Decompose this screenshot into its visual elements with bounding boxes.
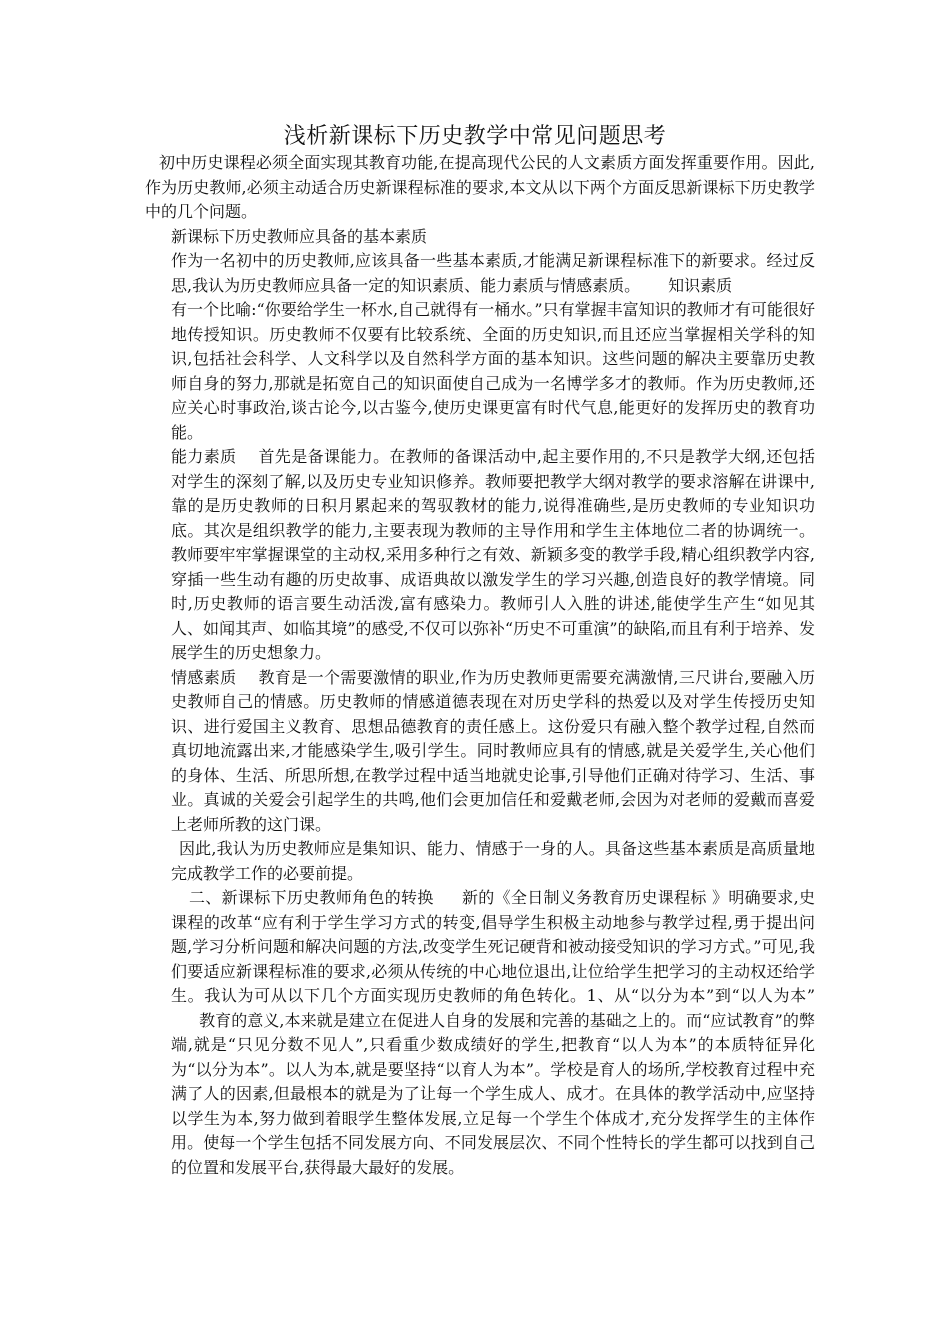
emotion-label: 情感素质 — [171, 667, 237, 687]
section2-heading: 二、新课标下历史教师角色的转换 — [189, 888, 434, 907]
intro-paragraph: 初中历史课程必须全面实现其教育功能,在提高现代公民的人文素质方面发挥重要作用。因此,作为历史教师,必须主动适合历史新课程标准的要求,本文从以下两个方面反思新课标下历史教学中的几个问题。 — [145, 153, 815, 221]
ability-text: 首先是备课能力。在教师的备课活动中,起主要作用的,不只是教学大纲,还包括对学生的深刻了解,以及历史专业知识修养。教师要把教学大纲对教学的要求溶解在讲课中,靠的是历史教师的日积月累起来的驾驭教材的能力,说得准确些,是历史教师的专业知识功底。其次是组织教学的能力,主要表现为教师的主导作用和学生主体地位二者的协调统一。教师要牢牢掌握课堂的主动权,采用多种行之有效、新颖多变的教学手段,精心组织教学内容,穿插一些生动有趣的历史故事、成语典故以激发学生的学习兴趣,创造良好的教学情境。同时,历史教师的语言要生动活泼,富有感染力。教师引人入胜的讲述,能使学生产生“如见其人、如闻其声、如临其境”的感受,不仅可以弥补“历史不可重演”的缺陷,而且有利于培养、发展学生的历史想象力。 — [171, 447, 815, 662]
section2-paragraph — [145, 886, 815, 1180]
section1-paragraph — [145, 249, 815, 298]
ability-label: 能力素质 — [171, 447, 237, 466]
knowledge-paragraph: 有一个比喻:“你要给学生一杯水,自己就得有一桶水。”只有掌握丰富知识的教师才有可能很好地传授知识。历史教师不仅要有比较系统、全面的历史知识,而且还应当掌握相关学科的知识,包括社会科学、人文科学以及自然科学方面的基本知识。这些问题的解决主要靠历史教师自身的努力,那就是拓宽自己的知识面使自己成为一名博学多才的教师。作为历史教师,还应关心时事政治,谈古论今,以古鉴今,使历史课更富有时代气息,能更好的发挥历史的教育功能。 — [171, 300, 815, 442]
section1-heading: 新课标下历史教师应具备的基本素质 — [171, 226, 428, 246]
emotion-paragraph — [145, 666, 815, 838]
document-body — [145, 151, 815, 1180]
document-title: 浅析新课标下历史教学中常见问题思考 — [283, 124, 667, 149]
ability-paragraph — [145, 445, 815, 666]
emotion-text: 教育是一个需要激情的职业,作为历史教师更需要充满激情,三尺讲台,要融入历史教师自己的情感。历史教师的情感道德表现在对历史学科的热爱以及对学生传授历史知识、进行爱国主义教育、思想品德教育的责任感上。这份爱只有融入整个教学过程,自然而真切地流露出来,才能感染学生,吸引学生。同时教师应具有的情感,就是关爱学生,关心他们的身体、生活、所思所想,在教学过程中适当地就史论事,引导他们正确对待学习、生活、事业。真诚的关爱会引起学生的共鸣,他们会更加信任和爱戴老师,会因为对老师的爱戴而喜爱上老师所教的这门课。 — [171, 667, 815, 834]
knowledge-label: 知识素质 — [668, 275, 733, 295]
section2-text-b: 教育的意义,本来就是建立在促进人自身的发展和完善的基础之上的。而“应试教育”的弊端,就是“只见分数不见人”,只看重少数成绩好的学生,把教育“以人为本”的本质特征异化为“以分为本”。以人为本,就是要坚持“以育人为本”。学校是育人的场所,学校教育过程中充满了人的因素,但最根本的就是为了让每一个学生成人、成才。在具体的教学活动中,应坚持以学生为本,努力做到着眼学生整体发展,立足每一个学生个体成才,充分发挥学生的主体作用。使每一个学生包括不同发展方向、不同发展层次、不同个性特长的学生都可以找到自己的位置和发展平台,获得最大最好的发展。 — [171, 1010, 815, 1177]
section1-text: 作为一名初中的历史教师,应该具备一些基本素质,才能满足新课程标准下的新要求。经过反思,我认为历史教师应具备一定的知识素质、能力素质与情感素质。 — [171, 251, 815, 295]
summary-paragraph: 因此,我认为历史教师应是集知识、能力、情感于一身的人。具备这些基本素质是高质量地完成教学工作的必要前提。 — [171, 839, 815, 883]
section2-text: 新的《全日制义务教育历史课程标 》明确要求,史课程的改革“应有利于学生学习方式的转变,倡导学生积极主动地参与教学过程,勇于提出问题,学习分析问题和解决问题的方法,改变学生死记硬背和被动接受知识的学习方式。”可见,我们要适应新课程标准的要求,必须从传统的中心地位退出,让位给学生把学习的主动权还给学生。我认为可从以下几个方面实现历史教师的角色转化。1、从“以分为本”到“以人为本” — [171, 888, 815, 1005]
